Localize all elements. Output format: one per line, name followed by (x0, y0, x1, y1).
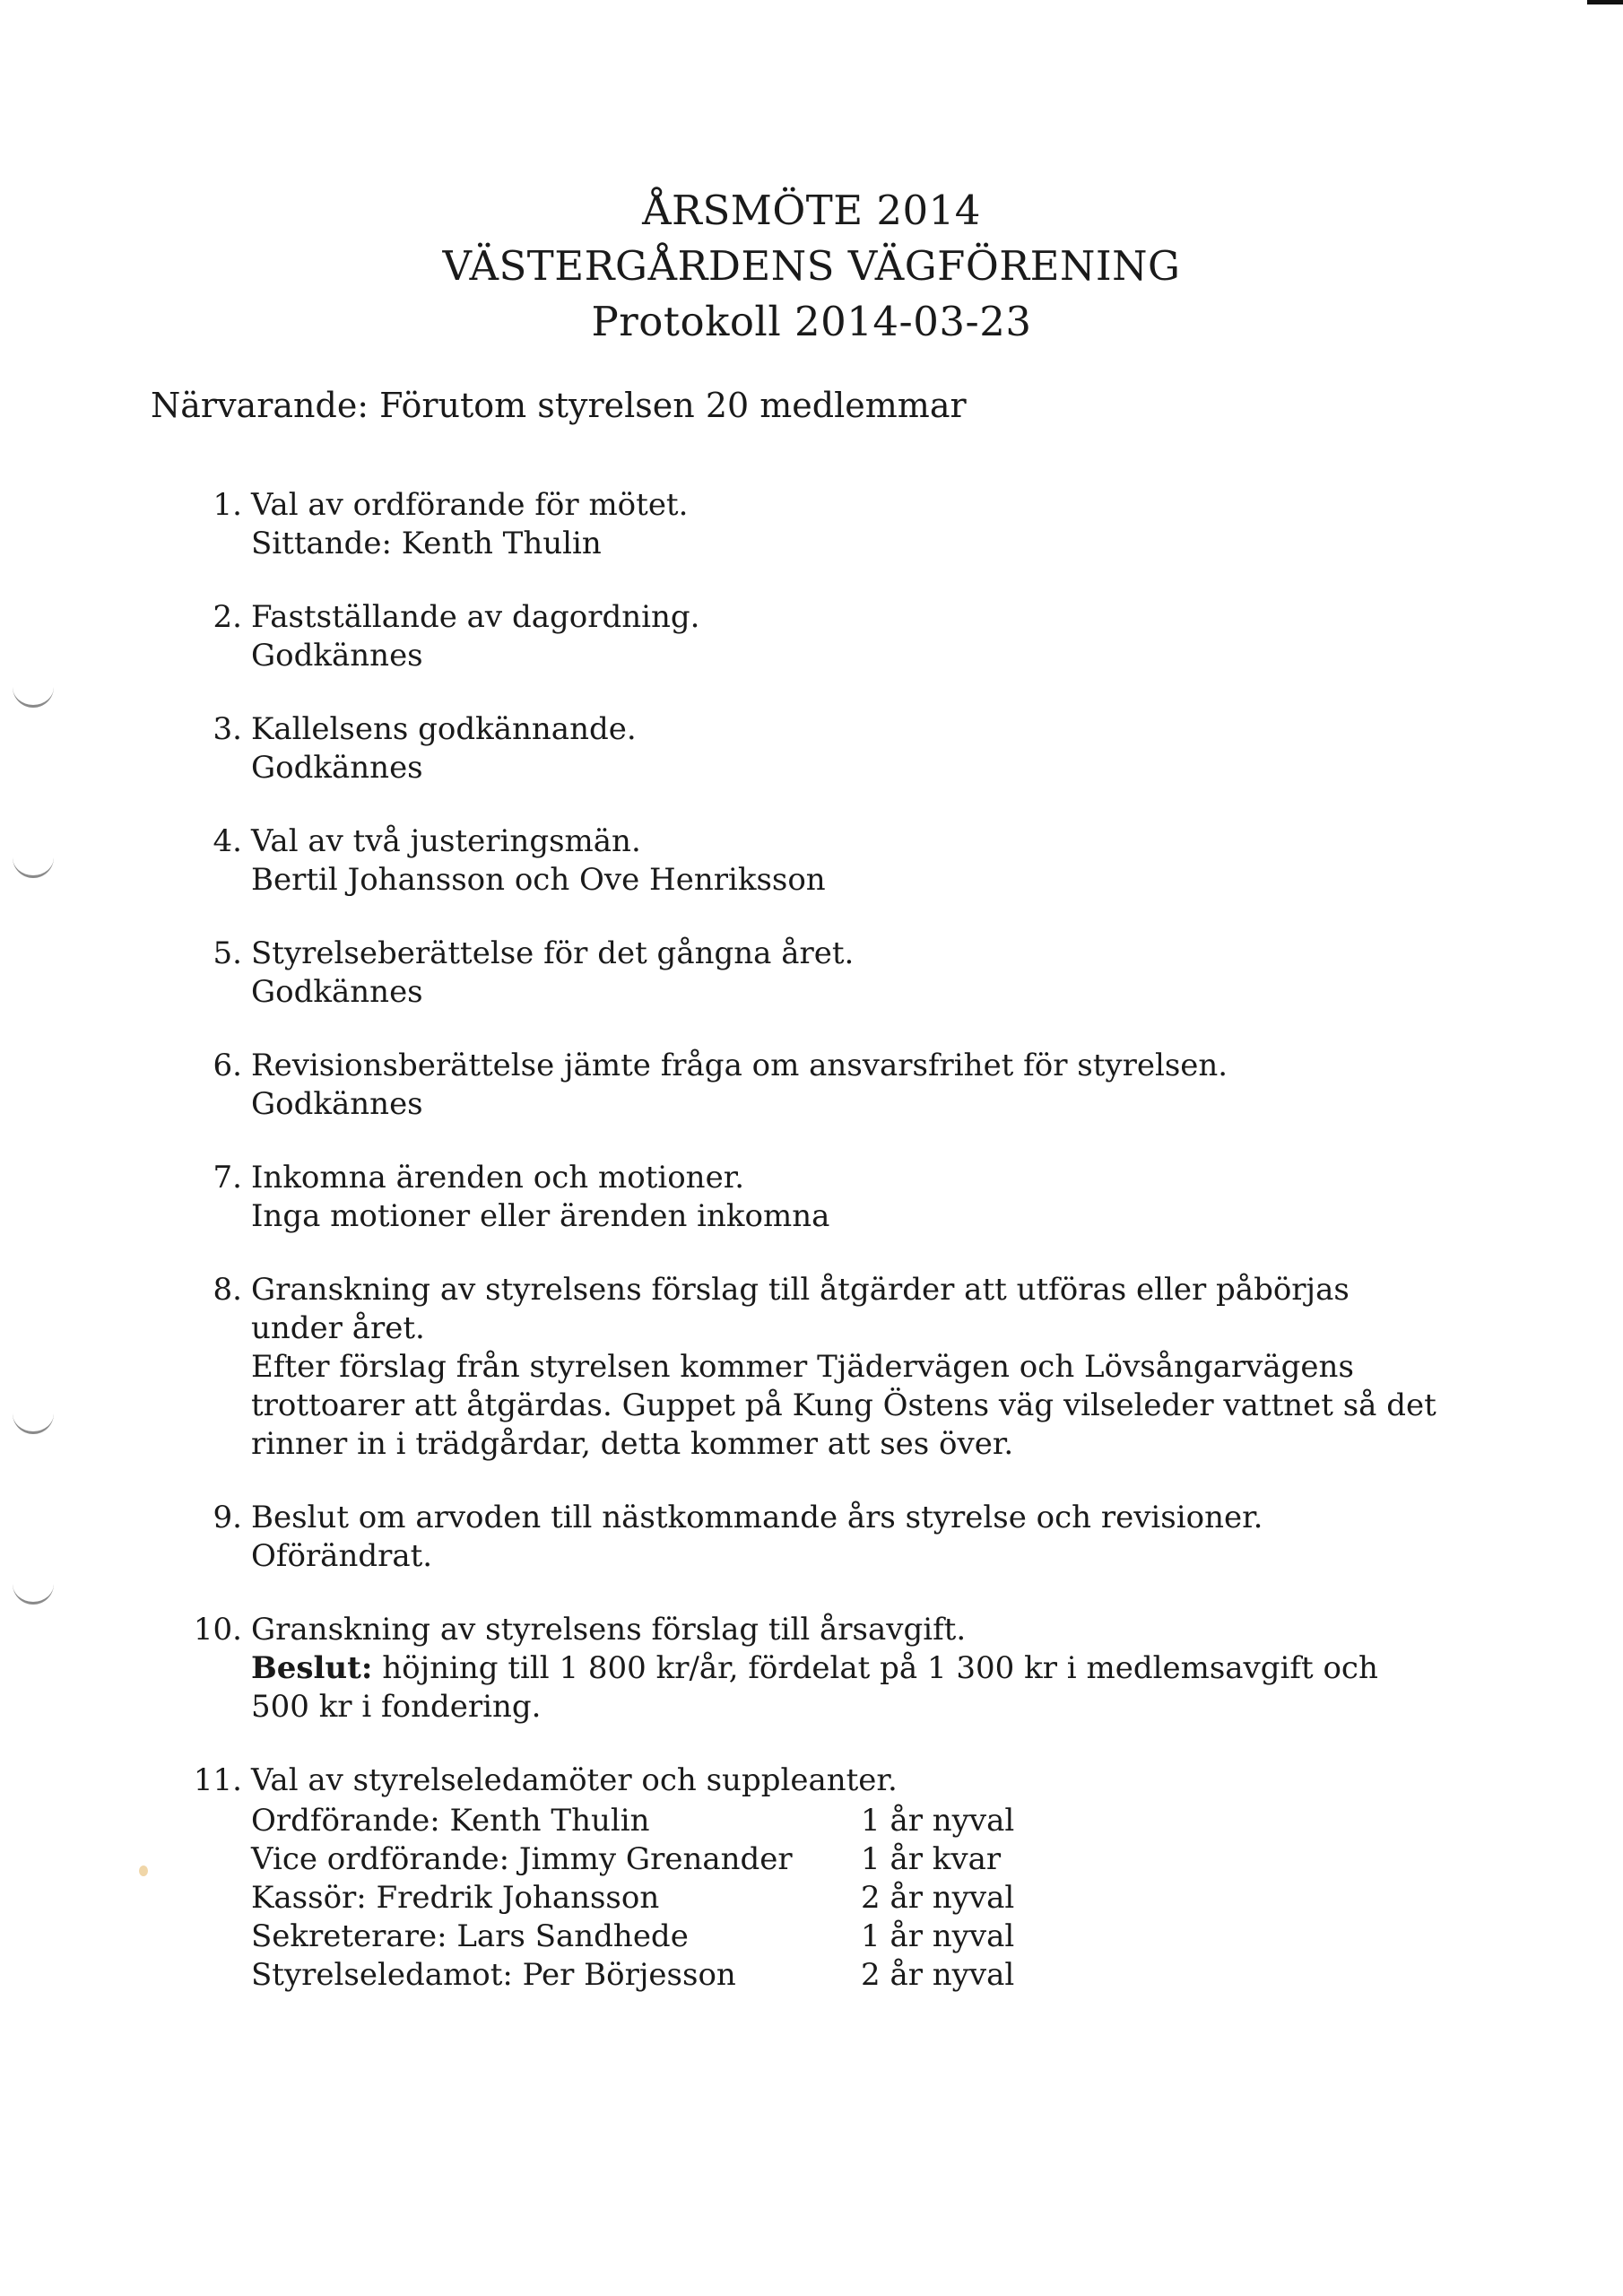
document-title: ÅRSMÖTE 2014 (642, 187, 981, 234)
punch-hole-mark (13, 1578, 54, 1605)
item-number: 1. (213, 487, 242, 523)
item-title: Inkomna ärenden och motioner. (251, 1160, 745, 1196)
board-role: Styrelseledamot: Per Börjesson (251, 1957, 736, 1993)
board-term: 1 år kvar (861, 1841, 1002, 1877)
item-number: 3. (213, 711, 242, 747)
punch-hole-mark (13, 1408, 54, 1434)
item-note (251, 1649, 1444, 1726)
item-number: 6. (213, 1048, 242, 1083)
board-row (251, 1802, 1444, 1840)
board-term: 1 år nyval (861, 1803, 1015, 1839)
item-title: Granskning av styrelsens förslag till årsavgift. (251, 1612, 967, 1648)
item-title: Beslut om arvoden till nästkommande års styrelse och revisioner. (251, 1500, 1263, 1535)
item-title: Kallelsens godkännande. (251, 711, 637, 747)
punch-hole-mark (13, 682, 54, 708)
agenda-item (188, 1271, 1444, 1464)
board-row (251, 1956, 1444, 1995)
agenda-item (188, 822, 1444, 900)
item-note: Efter förslag från styrelsen kommer Tjädervägen och Lövsångarvägens trottoarer att åtgärdas. Guppet på Kung Östens väg vilseleder vattnet så det rinner in i trädgårdar, detta kommer att ses över. (251, 1349, 1436, 1462)
item-number: 7. (213, 1160, 242, 1196)
decision-label: Beslut: (251, 1650, 373, 1686)
attendance-line: Närvarande: Förutom styrelsen 20 medlemmar (151, 386, 967, 425)
item-number: 8. (213, 1272, 242, 1308)
agenda-item (188, 710, 1444, 787)
item-number: 11. (193, 1762, 242, 1798)
item-number: 10. (193, 1612, 242, 1648)
agenda-item (188, 1159, 1444, 1236)
item-title: Granskning av styrelsens förslag till åtgärder att utföras eller påbörjas under året. (251, 1272, 1350, 1346)
item-number: 5. (213, 935, 242, 971)
protocol-date: Protokoll 2014-03-23 (591, 298, 1032, 345)
item-note: Godkännes (251, 1086, 423, 1122)
item-note: Godkännes (251, 638, 423, 674)
item-number: 9. (213, 1500, 242, 1535)
item-note: Oförändrat. (251, 1538, 433, 1574)
agenda-item (188, 1611, 1444, 1726)
board-role: Ordförande: Kenth Thulin (251, 1803, 650, 1839)
agenda-item (188, 486, 1444, 563)
agenda-item (188, 935, 1444, 1012)
item-note: Godkännes (251, 974, 423, 1010)
item-note: Sittande: Kenth Thulin (251, 526, 602, 561)
decision-text: höjning till 1 800 kr/år, fördelat på 1 300 kr i medlemsavgift och 500 kr i fondering. (251, 1650, 1378, 1725)
agenda-item (188, 1499, 1444, 1576)
board-role: Vice ordförande: Jimmy Grenander (251, 1841, 793, 1877)
board-term: 2 år nyval (861, 1957, 1015, 1993)
agenda-item (188, 1047, 1444, 1124)
item-title: Fastställande av dagordning. (251, 599, 700, 635)
punch-hole-mark (13, 852, 54, 878)
board-term: 1 år nyval (861, 1918, 1015, 1954)
scan-corner-mark (1587, 0, 1623, 4)
association-name: VÄSTERGÅRDENS VÄGFÖRENING (442, 242, 1181, 290)
item-title: Val av ordförande för mötet. (251, 487, 689, 523)
board-role: Sekreterare: Lars Sandhede (251, 1918, 689, 1954)
item-note: Bertil Johansson och Ove Henriksson (251, 862, 826, 898)
board-list (251, 1802, 1444, 1995)
item-number: 2. (213, 599, 242, 635)
item-note: Inga motioner eller ärenden inkomna (251, 1198, 830, 1234)
agenda-item (188, 598, 1444, 675)
item-title: Val av styrelseledamöter och suppleanter. (251, 1762, 898, 1798)
item-number: 4. (213, 823, 242, 859)
board-role: Kassör: Fredrik Johansson (251, 1880, 660, 1916)
item-note: Godkännes (251, 750, 423, 786)
board-row (251, 1918, 1444, 1956)
board-row (251, 1840, 1444, 1879)
item-title: Styrelseberättelse för det gångna året. (251, 935, 855, 971)
scan-speck (139, 1866, 148, 1876)
board-term: 2 år nyval (861, 1880, 1015, 1916)
agenda-item (188, 1761, 1444, 1995)
board-row (251, 1879, 1444, 1918)
agenda-list (188, 486, 1444, 2030)
item-title: Revisionsberättelse jämte fråga om ansvarsfrihet för styrelsen. (251, 1048, 1228, 1083)
item-title: Val av två justeringsmän. (251, 823, 641, 859)
